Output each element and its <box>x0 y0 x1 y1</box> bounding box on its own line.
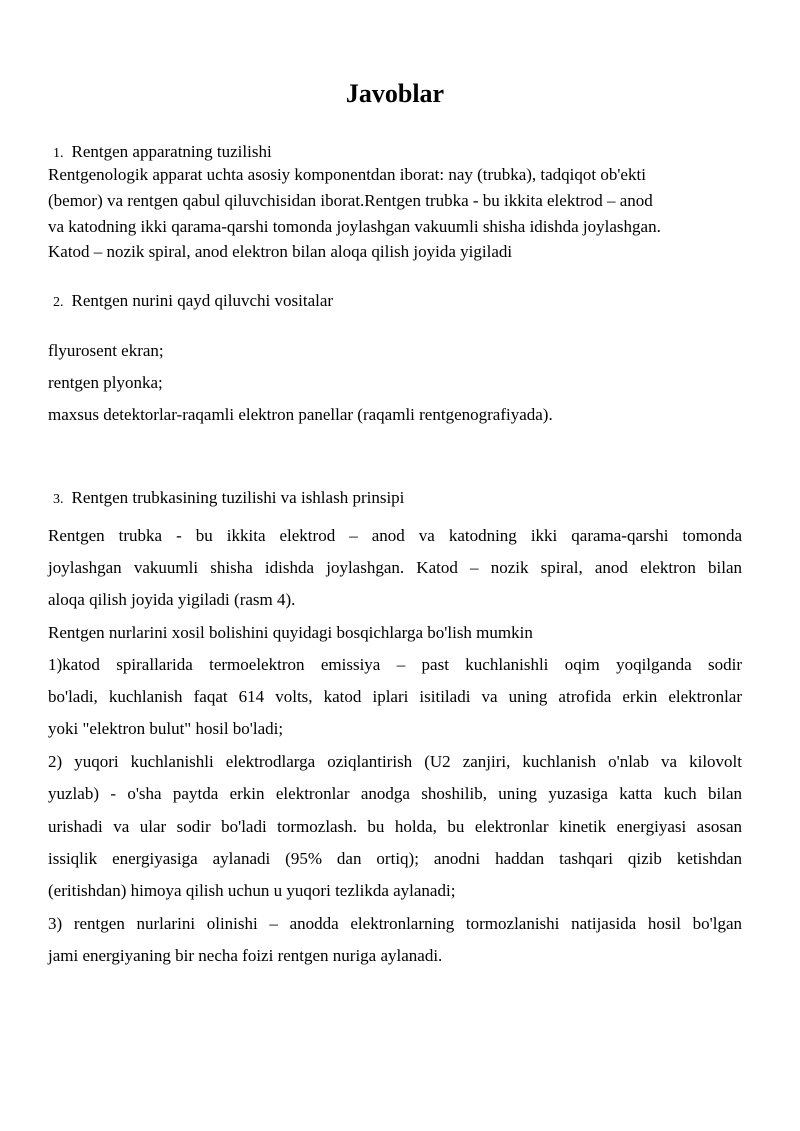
section-3-heading <box>53 487 404 511</box>
section-3-line: joylashgan vakuumli shisha idishda joylashgan. Katod – nozik spiral, anod elektron bilan <box>48 558 742 577</box>
section-3-line: yuzlab) - o'sha paytda erkin elektronlar anodga shoshilib, uning yuzasiga katta kuch bilan <box>48 784 742 803</box>
section-3-line: aloqa qilish joyida yigiladi (rasm 4). <box>48 590 296 609</box>
section-3-line: yoki "elektron bulut" hosil bo'ladi; <box>48 719 284 738</box>
section-1-line: va katodning ikki qarama-qarshi tomonda joylashgan vakuumli shisha idishda joylashgan. <box>48 217 661 236</box>
section-3-line: jami energiyaning bir necha foizi rentgen nuriga aylanadi. <box>48 946 443 965</box>
section-3-line: 3) rentgen nurlarini olinishi – anodda elektronlarning tormozlanishi natijasida hosil bo'lgan <box>48 914 742 933</box>
section-3-line: Rentgen trubka - bu ikkita elektrod – anod va katodning ikki qarama-qarshi tomonda <box>48 526 742 545</box>
section-2-number: 2. <box>53 295 64 310</box>
section-3-heading-text: Rentgen trubkasining tuzilishi va ishlash prinsipi <box>71 488 405 507</box>
section-3-line: (eritishdan) himoya qilish uchun u yuqori tezlikda aylanadi; <box>48 881 456 900</box>
section-3-number: 3. <box>53 492 64 507</box>
section-1-heading-text: Rentgen apparatning tuzilishi <box>71 142 272 161</box>
section-2-item: maxsus detektorlar-raqamli elektron panellar (raqamli rentgenografiyada). <box>48 405 553 424</box>
section-2-heading-text: Rentgen nurini qayd qiluvchi vositalar <box>71 291 334 310</box>
section-2-item: flyurosent ekran; <box>48 341 164 360</box>
section-3-line: 1)katod spirallarida termoelektron emissiya – past kuchlanishli oqim yoqilganda sodir <box>48 655 742 674</box>
section-1-heading <box>53 141 272 165</box>
section-3-line: issiqlik energiyasiga aylanadi (95% dan ortiq); anodni haddan tashqari qizib ketishdan <box>48 849 742 868</box>
page-title: Javoblar <box>345 79 445 108</box>
section-3-line: Rentgen nurlarini xosil bolishini quyidagi bosqichlarga bo'lish mumkin <box>48 623 533 642</box>
section-2-heading <box>53 290 333 314</box>
section-3-line: bo'ladi, kuchlanish faqat 614 volts, katod iplari isitiladi va uning atrofida erkin elektronlar <box>48 687 742 706</box>
section-2-item: rentgen plyonka; <box>48 373 163 392</box>
section-1-line: (bemor) va rentgen qabul qiluvchisidan iborat.Rentgen trubka - bu ikkita elektrod – anod <box>48 191 653 210</box>
section-1-line: Rentgenologik apparat uchta asosiy komponentdan iborat: nay (trubka), tadqiqot ob'ekti <box>48 165 646 184</box>
section-1-line: Katod – nozik spiral, anod elektron bilan aloqa qilish joyida yigiladi <box>48 242 513 261</box>
section-3-line: 2) yuqori kuchlanishli elektrodlarga oziqlantirish (U2 zanjiri, kuchlanish o'nlab va kilovolt <box>48 752 742 771</box>
section-3-line: urishadi va ular sodir bo'ladi tormozlash. bu holda, bu elektronlar kinetik energiyasi asosan <box>48 817 742 836</box>
section-1-number: 1. <box>53 146 64 161</box>
